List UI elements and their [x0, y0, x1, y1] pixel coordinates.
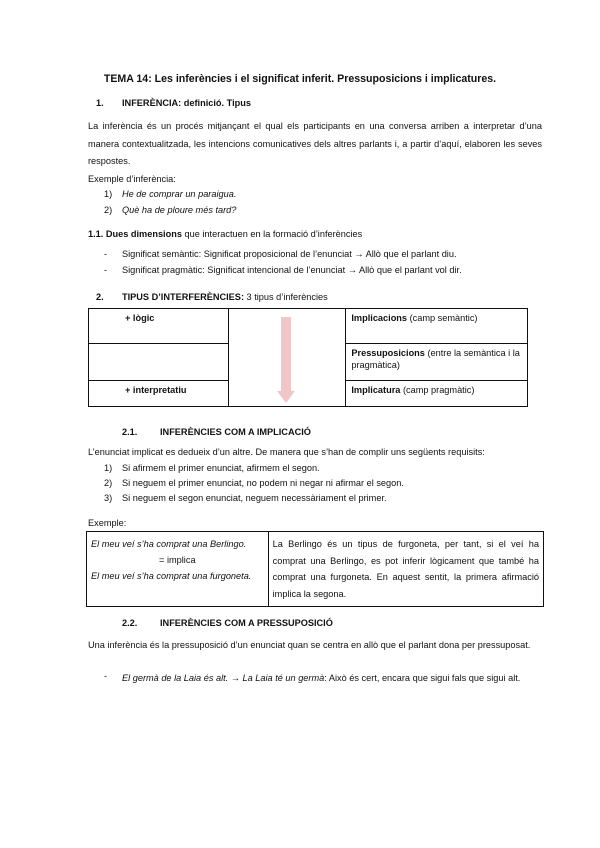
- bullet-2-text: Significat pragmàtic: Significat intencional de l’enunciat → Allò que el parlant vol dir.: [122, 265, 462, 275]
- section-2-2-number: 2.2.: [122, 618, 138, 628]
- section-2-1-heading: INFERÈNCIES COM A IMPLICACIÓ: [160, 427, 311, 437]
- example-left-cell: [87, 532, 269, 607]
- example-implica: = implica: [159, 555, 196, 565]
- example-2-number: 2): [104, 205, 113, 215]
- bullet-1-text: Significat semàntic: Significat proposicional de l’enunciat → Allò que el parlant diu.: [122, 249, 457, 259]
- pressuposicio-example-rest: : Això és cert, encara que sigui fals que sigui alt.: [324, 673, 521, 683]
- section-2-heading-bold: TIPUS D’INTERFERÈNCIES:: [122, 292, 244, 302]
- down-arrow-head-icon: [277, 391, 295, 403]
- section-2-1-intro: L’enunciat implicat es dedueix d’un altre. De manera que s’han de complir uns següents requisits:: [88, 447, 485, 457]
- table-right-implicatura: [346, 381, 528, 407]
- table-left-bottom: + interpretatiu: [89, 381, 229, 407]
- pressuposicions-bold: Pressuposicions: [351, 348, 425, 358]
- section-2-2-paragraph: Una inferència és la pressuposició d’un enunciat quan se centra en allò que el parlant dona per pressuposat.: [88, 640, 531, 650]
- implicacions-bold: Implicacions: [351, 313, 408, 323]
- bullet-1-dash: -: [104, 249, 108, 259]
- section-2-2-heading: INFERÈNCIES COM A PRESSUPOSICIÓ: [160, 618, 333, 628]
- table-right-pressuposicions: [346, 344, 528, 381]
- implicacions-rest: (camp semàntic): [407, 313, 478, 323]
- page-title: TEMA 14: Les inferències i el significat inferit. Pressuposicions i implicatures.: [103, 73, 497, 85]
- requisit-2-text: Si neguem el primer enunciat, no podem ni negar ni afirmar el segon.: [122, 478, 404, 488]
- section-2-number: 2.: [96, 292, 104, 302]
- section-1-number: 1.: [96, 98, 104, 108]
- table-left-middle: [89, 344, 229, 381]
- pressuposicions-rest: (entre la semàntica i la pragmàtica): [351, 348, 520, 371]
- section-1-paragraph: La inferència és un procés mitjançant el qual els participants en una conversa arriben a interpretar d’una manera contextualitzada, les intencions comunicatives dels altres parlants i, a partir d’aquí, elaboren les seves respostes.: [88, 121, 542, 166]
- bullet-2-dash: -: [104, 265, 108, 275]
- subsection-1-1-heading: [88, 228, 362, 240]
- requisit-2-number: 2): [104, 478, 113, 488]
- pressuposicio-example-italic: El germà de la Laia és alt. → La Laia té un germà: [122, 673, 325, 683]
- section-2-heading: [122, 291, 328, 303]
- inference-types-table: [88, 308, 528, 407]
- pressuposicio-bullet-text: [122, 670, 542, 687]
- requisit-3-number: 3): [104, 493, 113, 503]
- example-1-number: 1): [104, 189, 113, 199]
- example-table: [86, 531, 544, 607]
- requisit-1-text: Si afirmem el primer enunciat, afirmem el segon.: [122, 463, 320, 473]
- example-sentence-1: El meu veí s’ha comprat una Berlingo.: [91, 539, 247, 549]
- example-label: Exemple d’inferència:: [88, 174, 176, 184]
- implicatura-bold: Implicatura: [351, 385, 401, 395]
- down-arrow-icon: [281, 317, 291, 391]
- subsection-1-1-bold: 1.1. Dues dimensions: [88, 229, 182, 239]
- section-2-heading-rest: 3 tipus d’inferències: [244, 292, 328, 302]
- section-1-heading: INFERÈNCIA: definició. Tipus: [122, 98, 251, 108]
- example-1-text: He de comprar un paraigua.: [122, 189, 237, 199]
- table-arrow-cell: [228, 309, 346, 407]
- example-right-cell: La Berlingo és un tipus de furgoneta, per tant, si el veí ha comprat una Berlingo, es pot inferir lògicament que també ha comprat una furgoneta. En aquest sentit, la primera afirmació implica la segona.: [268, 532, 543, 607]
- requisit-1-number: 1): [104, 463, 113, 473]
- table-right-implicacions: [346, 309, 528, 344]
- requisit-3-text: Si neguem el segon enunciat, neguem necessàriament el primer.: [122, 493, 387, 503]
- section-2-1-number: 2.1.: [122, 427, 138, 437]
- implicatura-rest: (camp pragmàtic): [400, 385, 475, 395]
- subsection-1-1-rest: que interactuen en la formació d’inferències: [181, 229, 363, 239]
- example-label-2-1: Exemple:: [88, 518, 127, 528]
- pressuposicio-bullet-dash: -: [104, 671, 108, 681]
- table-left-top: + lògic: [89, 309, 229, 344]
- example-2-text: Què ha de ploure més tard?: [122, 205, 237, 215]
- example-sentence-2: El meu veí s’ha comprat una furgoneta.: [91, 571, 252, 581]
